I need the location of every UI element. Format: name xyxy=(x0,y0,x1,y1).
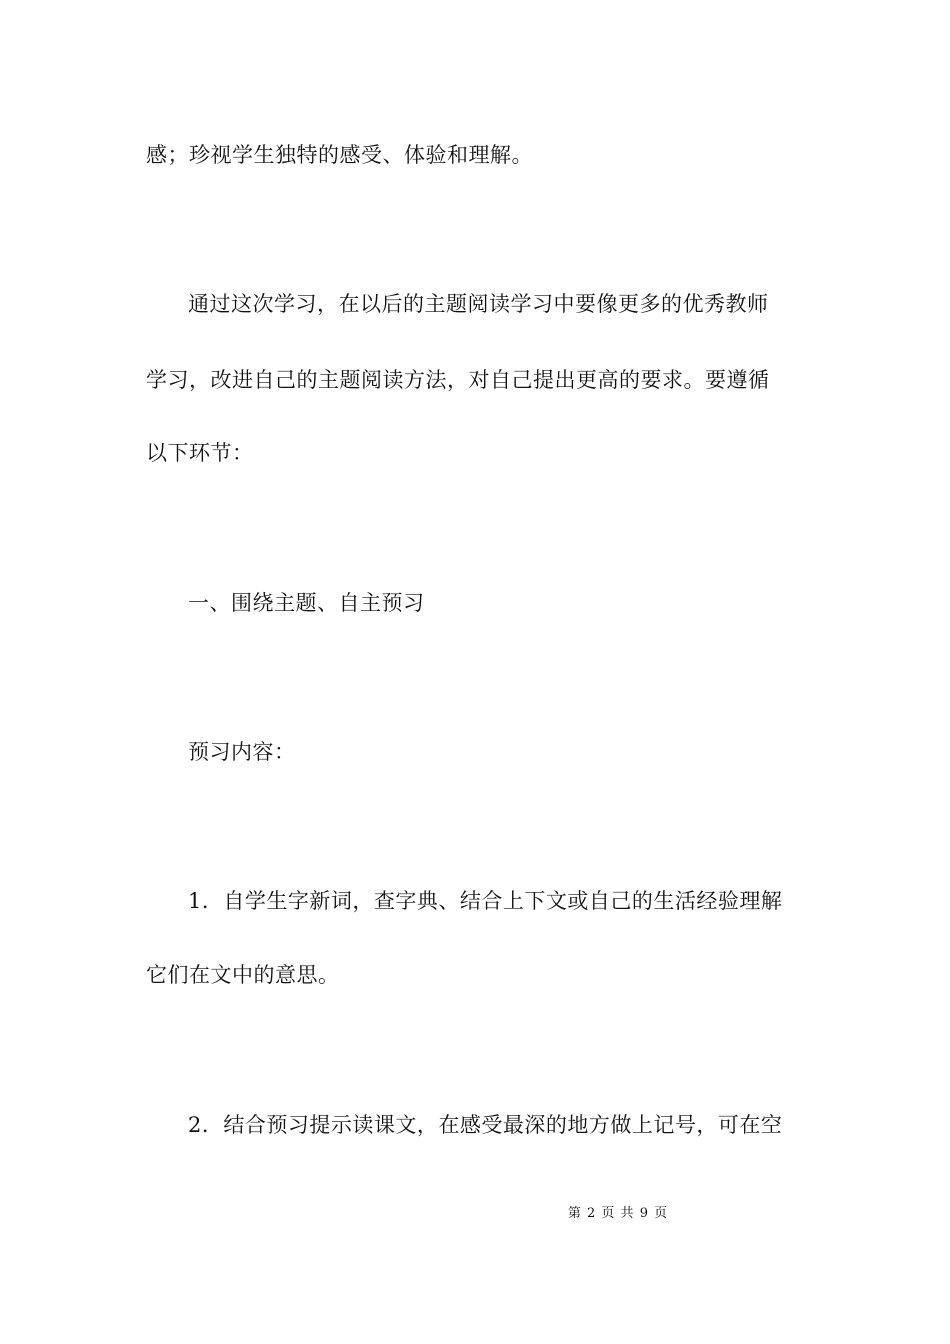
paragraph-line: 学习，改进自己的主题阅读方法，对自己提出更高的要求。要遵循 xyxy=(146,368,770,392)
paragraph-line: 预习内容： xyxy=(188,740,296,764)
page-number: 第 2 页 共 9 页 xyxy=(567,1206,668,1221)
list-item-line: 1．自学生字新词，查字典、结合上下文或自己的生活经验理解 xyxy=(188,889,783,913)
paragraph-line: 通过这次学习，在以后的主题阅读学习中要像更多的优秀教师 xyxy=(188,292,769,316)
paragraph-line: 以下环节： xyxy=(146,441,254,465)
page-footer xyxy=(0,1205,950,1223)
paragraph-line: 感；珍视学生独特的感受、体验和理解。 xyxy=(146,143,533,167)
section-heading: 一、围绕主题、自主预习 xyxy=(188,591,425,615)
list-item-line: 2．结合预习提示读课文，在感受最深的地方做上记号，可在空 xyxy=(188,1113,783,1137)
list-item-line: 它们在文中的意思。 xyxy=(146,963,340,987)
